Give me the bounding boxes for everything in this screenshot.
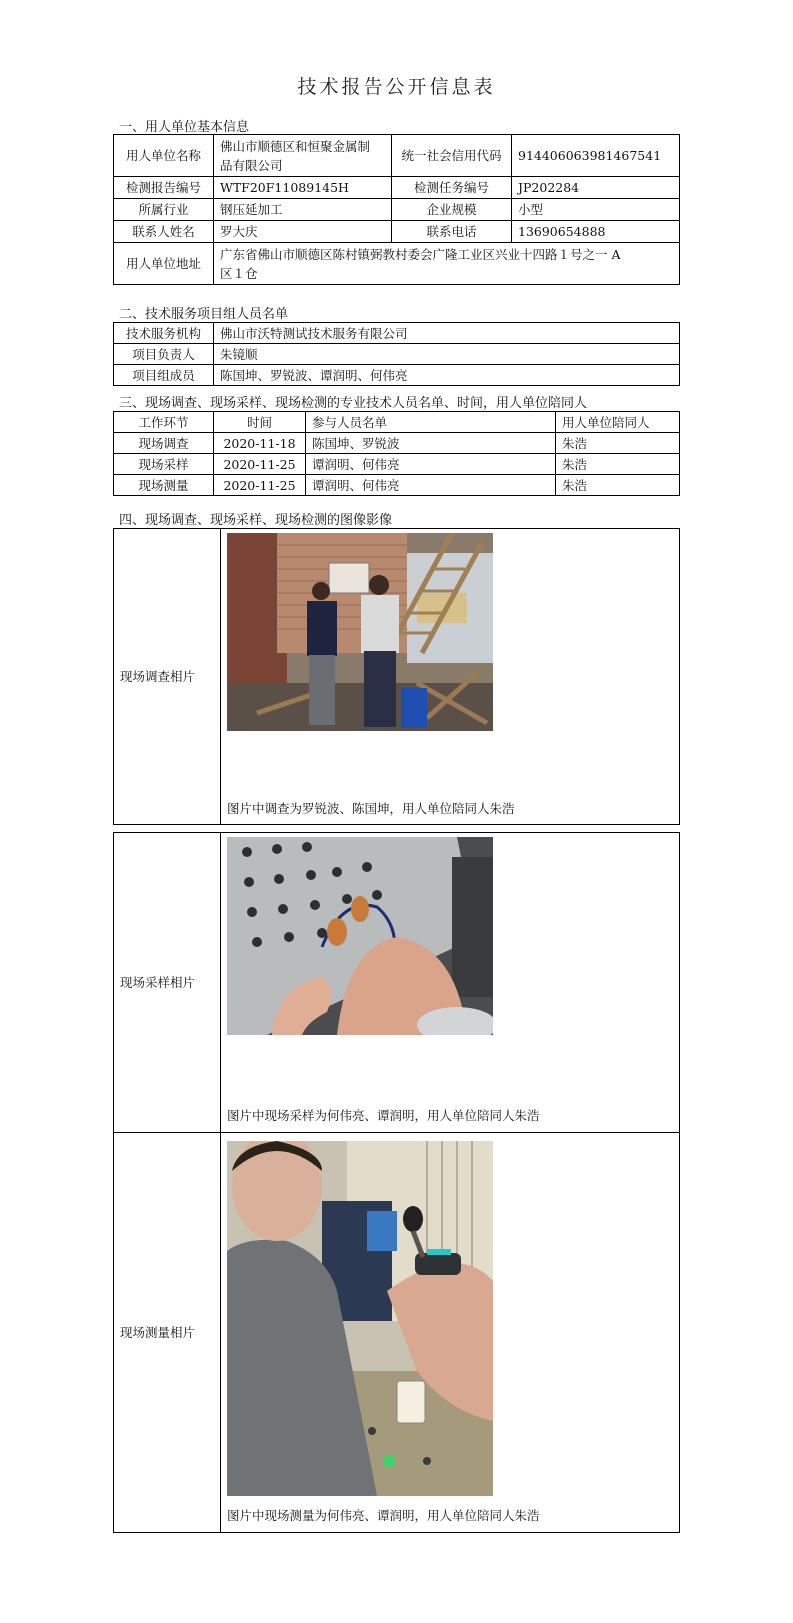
table-row xyxy=(114,344,680,365)
col-header: 工作环节 xyxy=(114,412,214,433)
team-row-value: 朱镜顺 xyxy=(214,344,680,365)
section4-heading: 四、现场调查、现场采样、现场检测的图像影像 xyxy=(119,513,393,528)
industry-label: 所属行业 xyxy=(114,199,214,221)
table-row xyxy=(114,177,680,199)
team-row-value: 陈国坤、罗锐波、谭润明、何伟亮 xyxy=(214,365,680,386)
escort-cell: 朱浩 xyxy=(556,454,680,475)
basic-info-table xyxy=(113,134,680,285)
photo-label: 现场调查相片 xyxy=(114,529,221,825)
address-line1: 广东省佛山市顺德区陈村镇弼教村委会广隆工业区兴业十四路１号之一 A xyxy=(220,246,621,262)
table-row xyxy=(114,475,680,496)
photo-caption: 图片中现场采样为何伟亮、谭润明，用人单位陪同人朱浩 xyxy=(227,1108,540,1123)
table-row xyxy=(114,221,680,243)
team-row-label: 项目负责人 xyxy=(114,344,214,365)
credit-code-value: 914406063981467541 xyxy=(512,135,680,177)
scale-value: 小型 xyxy=(512,199,680,221)
section1-heading: 一、用人单位基本信息 xyxy=(119,120,250,135)
team-table xyxy=(113,322,680,386)
table-row xyxy=(114,529,680,825)
date-cell: 2020-11-18 xyxy=(214,433,306,454)
section2-heading: 二、技术服务项目组人员名单 xyxy=(119,307,289,322)
contact-value: 罗大庆 xyxy=(214,221,392,243)
address-line2: 区１仓 xyxy=(220,265,258,281)
table-header-row xyxy=(114,412,680,433)
photo-table-sampling-measuring xyxy=(113,832,680,1533)
photo-caption: 图片中调查为罗锐波、陈国坤，用人单位陪同人朱浩 xyxy=(227,801,515,816)
stage-cell: 现场调查 xyxy=(114,433,214,454)
date-cell: 2020-11-25 xyxy=(214,454,306,475)
table-row xyxy=(114,199,680,221)
section3-heading: 三、现场调查、现场采样、现场检测的专业技术人员名单、时间，用人单位陪同人 xyxy=(119,396,588,411)
address-label: 用人单位地址 xyxy=(114,243,214,285)
col-header: 时间 xyxy=(214,412,306,433)
task-no-value: JP202284 xyxy=(512,177,680,199)
phone-value: 13690654888 xyxy=(512,221,680,243)
staff-cell: 谭润明、何伟亮 xyxy=(306,454,556,475)
photo-cell xyxy=(221,529,680,825)
escort-cell: 朱浩 xyxy=(556,475,680,496)
report-no-value: WTF20F11089145H xyxy=(214,177,392,199)
photo-label: 现场测量相片 xyxy=(114,1133,221,1533)
survey-photo xyxy=(227,533,493,731)
table-row xyxy=(114,135,680,177)
escort-cell: 朱浩 xyxy=(556,433,680,454)
sampling-photo xyxy=(227,837,493,1035)
staff-cell: 陈国坤、罗锐波 xyxy=(306,433,556,454)
unit-name-line1: 佛山市顺德区和恒聚金属制 xyxy=(220,138,371,154)
photo-label: 现场采样相片 xyxy=(114,833,221,1133)
page-title: 技术报告公开信息表 xyxy=(297,76,496,98)
address-value xyxy=(214,243,680,285)
measuring-photo xyxy=(227,1141,493,1496)
unit-name-line2: 品有限公司 xyxy=(220,157,283,173)
photo-cell xyxy=(221,833,680,1133)
table-row xyxy=(114,365,680,386)
col-header: 用人单位陪同人 xyxy=(556,412,680,433)
team-row-label: 技术服务机构 xyxy=(114,323,214,344)
col-header: 参与人员名单 xyxy=(306,412,556,433)
phone-label: 联系电话 xyxy=(392,221,512,243)
scale-label: 企业规模 xyxy=(392,199,512,221)
photo-caption: 图片中现场测量为何伟亮、谭润明，用人单位陪同人朱浩 xyxy=(227,1508,540,1523)
photo-table-survey xyxy=(113,528,680,825)
table-row xyxy=(114,243,680,285)
contact-label: 联系人姓名 xyxy=(114,221,214,243)
date-cell: 2020-11-25 xyxy=(214,475,306,496)
industry-value: 钢压延加工 xyxy=(214,199,392,221)
credit-code-label: 统一社会信用代码 xyxy=(392,135,512,177)
report-no-label: 检测报告编号 xyxy=(114,177,214,199)
team-row-value: 佛山市沃特测试技术服务有限公司 xyxy=(214,323,680,344)
unit-name-label: 用人单位名称 xyxy=(114,135,214,177)
table-row xyxy=(114,433,680,454)
stage-cell: 现场采样 xyxy=(114,454,214,475)
stage-cell: 现场测量 xyxy=(114,475,214,496)
table-row xyxy=(114,323,680,344)
table-row xyxy=(114,833,680,1133)
team-row-label: 项目组成员 xyxy=(114,365,214,386)
task-no-label: 检测任务编号 xyxy=(392,177,512,199)
fieldwork-table xyxy=(113,411,680,496)
table-row xyxy=(114,454,680,475)
staff-cell: 谭润明、何伟亮 xyxy=(306,475,556,496)
table-row xyxy=(114,1133,680,1533)
unit-name-value xyxy=(214,135,392,177)
photo-cell xyxy=(221,1133,680,1533)
